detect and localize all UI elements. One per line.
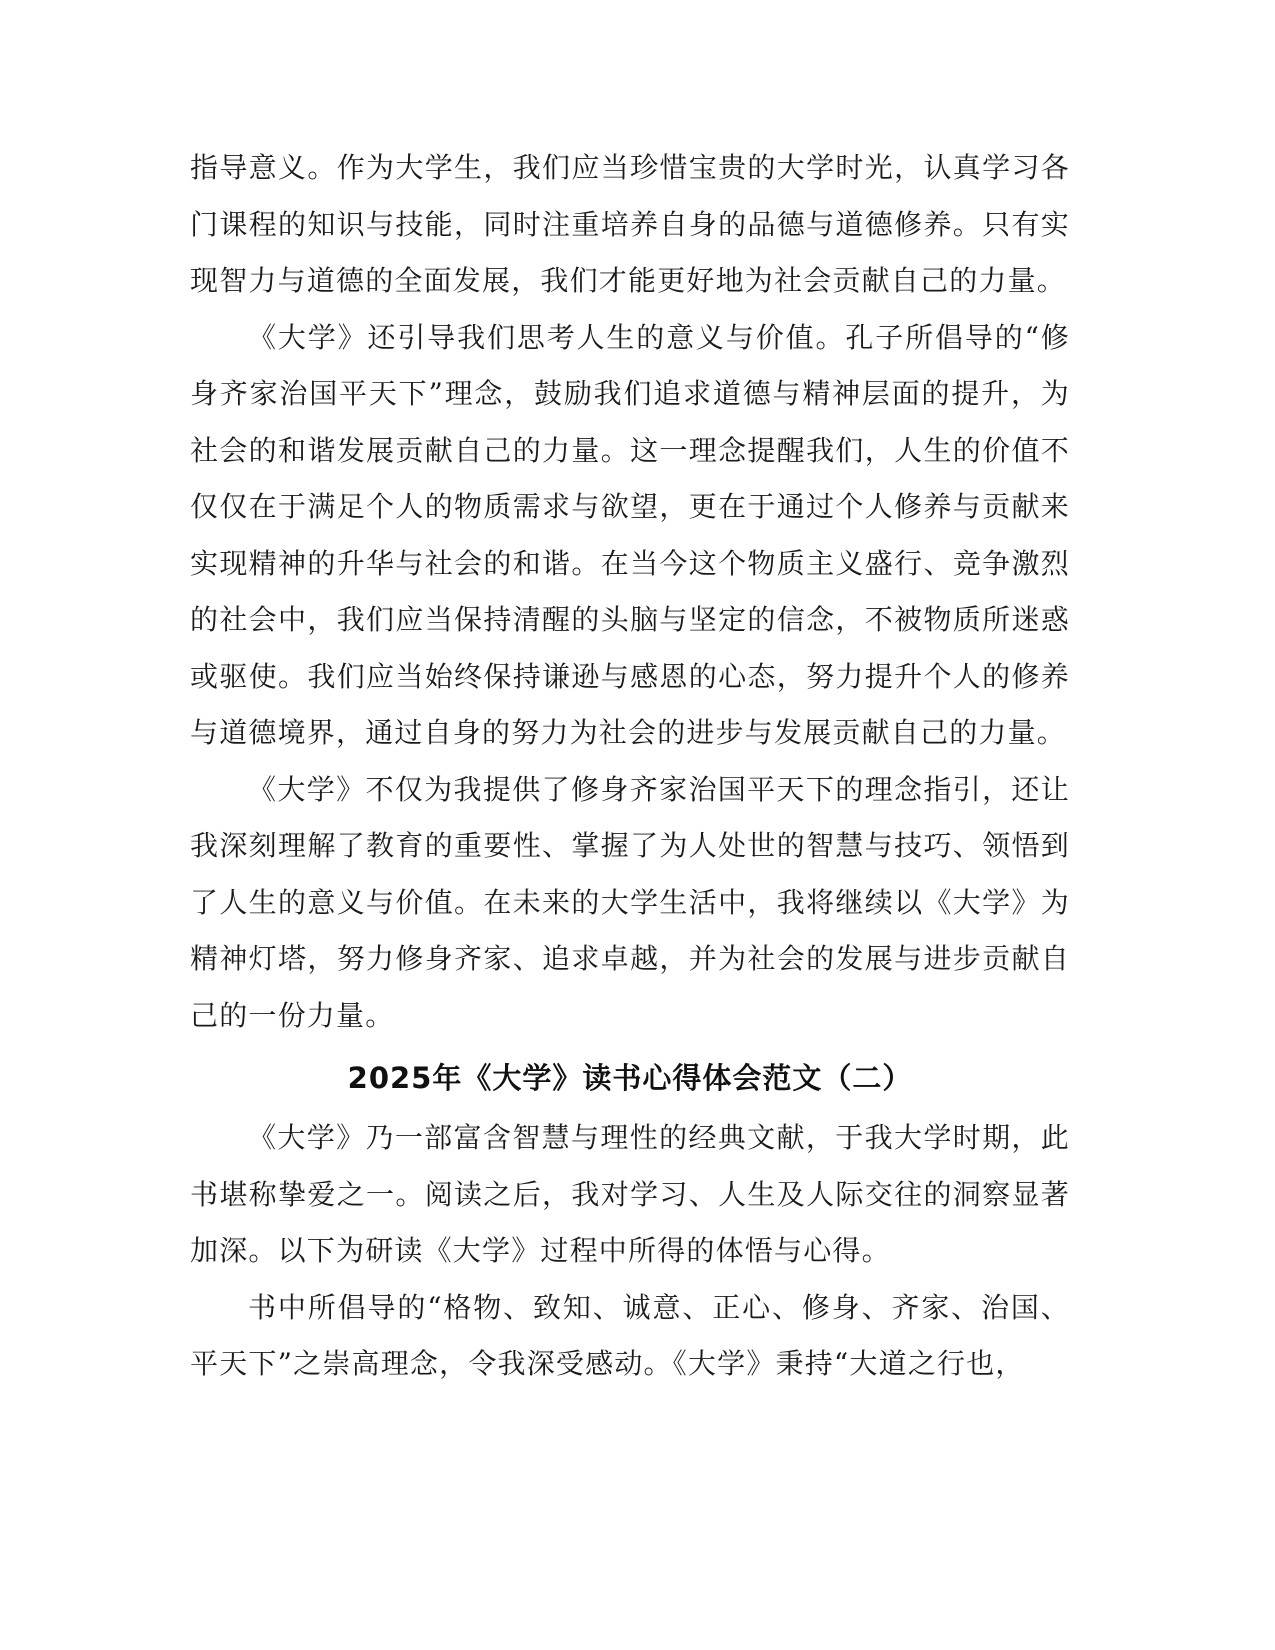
paragraph-intro-continuation: 指导意义。作为大学生，我们应当珍惜宝贵的大学时光，认真学习各门课程的知识与技能，同时注重培养自身的品德与道德修养。只有实现智力与道德的全面发展，我们才能更好地为社会贡献自己的力量。 — [190, 151, 1070, 297]
document-body — [190, 140, 1070, 1393]
paragraph-conclusion: 《大学》不仅为我提供了修身齐家治国平天下的理念指引，还让我深刻理解了教育的重要性、掌握了为人处世的智慧与技巧、领悟到了人生的意义与价值。在未来的大学生活中，我将继续以《大学》为精神灯塔，努力修身齐家、追求卓越，并为社会的发展与进步贡献自己的一份力量。 — [190, 772, 1070, 1032]
paragraph-essay-two-ideals: 书中所倡导的“格物、致知、诚意、正心、修身、齐家、治国、平天下”之崇高理念，令我深受感动。《大学》秉持“大道之行也， — [190, 1290, 1070, 1380]
section-heading: 2025年《大学》读书心得体会范文（二） — [347, 1061, 913, 1095]
paragraph-life-meaning: 《大学》还引导我们思考人生的意义与价值。孔子所倡导的“修身齐家治国平天下”理念，鼓励我们追求道德与精神层面的提升，为社会的和谐发展贡献自己的力量。这一理念提醒我们，人生的价值不仅仅在于满足个人的物质需求与欲望，更在于通过个人修养与贡献来实现精神的升华与社会的和谐。在当今这个物质主义盛行、竞争激烈的社会中，我们应当保持清醒的头脑与坚定的信念，不被物质所迷惑或驱使。我们应当始终保持谦逊与感恩的心态，努力提升个人的修养与道德境界，通过自身的努力为社会的进步与发展贡献自己的力量。 — [190, 320, 1070, 749]
paragraph-essay-two-intro: 《大学》乃一部富含智慧与理性的经典文献，于我大学时期，此书堪称挚爱之一。阅读之后，我对学习、人生及人际交往的洞察显著加深。以下为研读《大学》过程中所得的体悟与心得。 — [190, 1121, 1070, 1267]
